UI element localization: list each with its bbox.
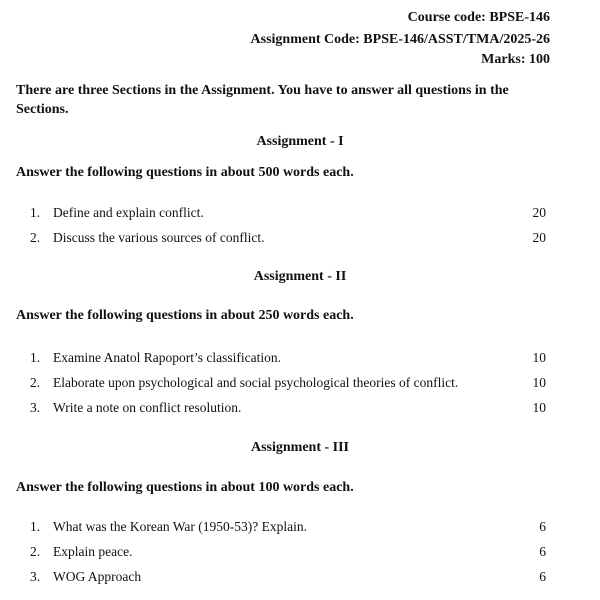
question-text: Discuss the various sources of conflict. [53, 230, 265, 245]
question-text: Explain peace. [53, 544, 133, 559]
question-marks: 20 [532, 205, 546, 220]
intro-text: There are three Sections in the Assignment. You have to answer all questions in the Sections. [16, 83, 509, 117]
question-text: What was the Korean War (1950-53)? Explain. [53, 519, 307, 534]
question-number: 3. [30, 400, 41, 415]
question-number: 1. [30, 350, 41, 365]
section-instruction: Answer the following questions in about 250 words each. [16, 308, 354, 323]
question-marks: 6 [539, 544, 546, 559]
section-instruction: Answer the following questions in about 100 words each. [16, 480, 354, 495]
question-number: 2. [30, 375, 41, 390]
section-title: Assignment - II [253, 269, 347, 284]
question-number: 2. [30, 544, 41, 559]
question-marks: 20 [532, 230, 546, 245]
question-row [30, 569, 546, 589]
question-marks: 10 [532, 400, 546, 415]
question-text: Examine Anatol Rapoport’s classification. [53, 350, 281, 365]
question-text: Write a note on conflict resolution. [53, 400, 242, 415]
question-row [30, 519, 546, 539]
course-code: Course code: BPSE-146 [407, 10, 550, 25]
question-row [30, 230, 546, 250]
section-instruction: Answer the following questions in about 500 words each. [16, 165, 354, 180]
question-number: 1. [30, 205, 41, 220]
assignment-code: Assignment Code: BPSE-146/ASST/TMA/2025-26 [250, 32, 550, 47]
question-row [30, 400, 546, 420]
question-row [30, 375, 546, 395]
total-marks: Marks: 100 [481, 52, 550, 67]
question-number: 3. [30, 569, 41, 584]
question-marks: 10 [532, 350, 546, 365]
question-marks: 10 [532, 375, 546, 390]
question-marks: 6 [539, 519, 546, 534]
question-text: Define and explain conflict. [53, 205, 204, 220]
question-text: Elaborate upon psychological and social psychological theories of conflict. [53, 375, 459, 390]
question-marks: 6 [539, 569, 546, 584]
section-title: Assignment - III [250, 440, 349, 455]
question-row [30, 544, 546, 564]
section-title: Assignment - I [256, 134, 344, 149]
question-text: WOG Approach [53, 569, 142, 584]
question-number: 2. [30, 230, 41, 245]
question-row [30, 350, 546, 370]
question-number: 1. [30, 519, 41, 534]
question-row [30, 205, 546, 225]
